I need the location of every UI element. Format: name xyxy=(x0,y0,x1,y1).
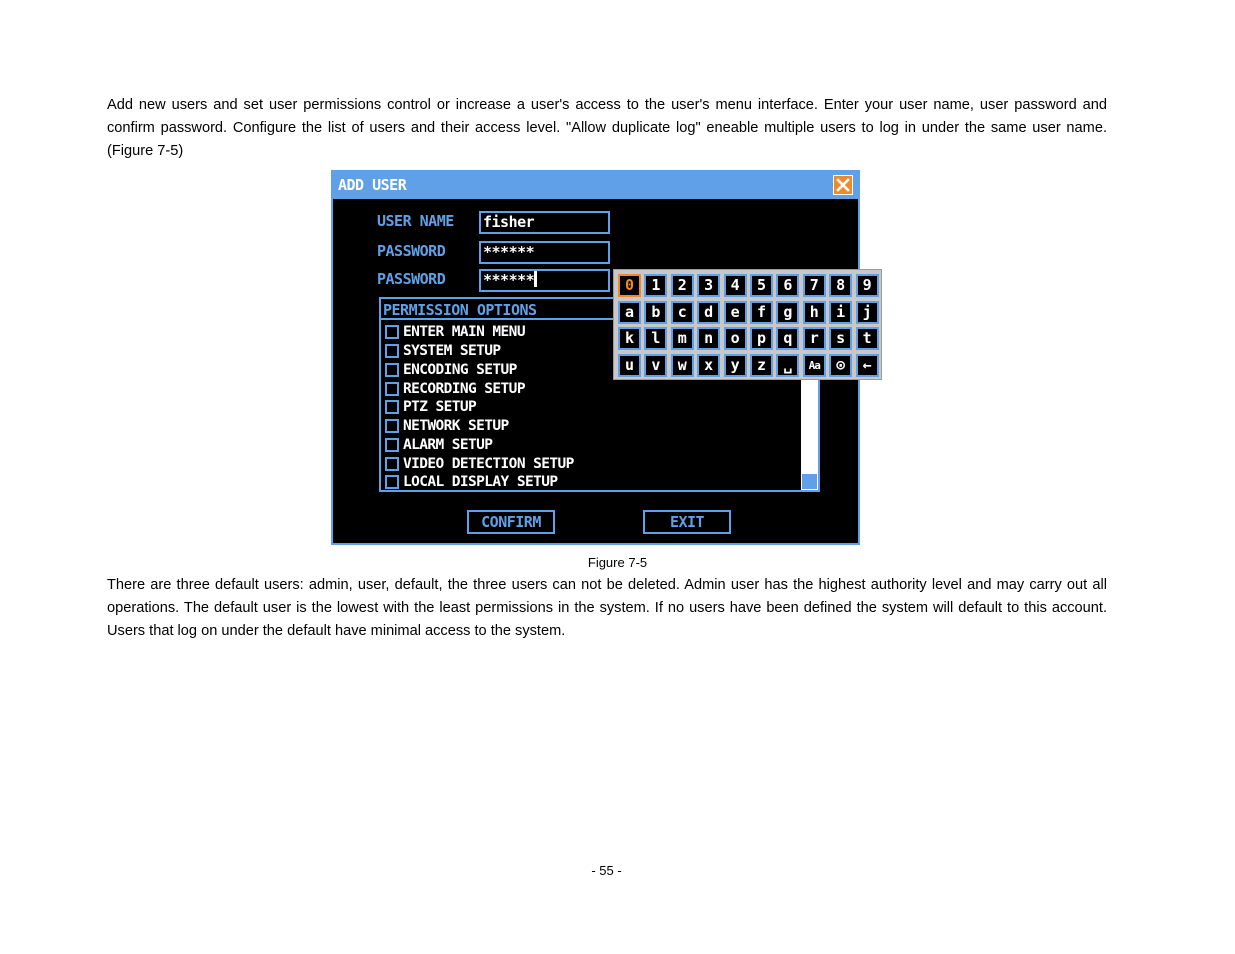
key-3[interactable]: 3 xyxy=(697,274,720,297)
password-input[interactable]: ****** xyxy=(479,241,610,264)
permission-label: RECORDING SETUP xyxy=(403,381,525,397)
key-30[interactable]: u xyxy=(618,354,641,377)
permission-label: ENTER MAIN MENU xyxy=(403,324,525,340)
user-name-label: USER NAME xyxy=(377,212,454,230)
key-37[interactable]: Aa xyxy=(803,354,826,377)
virtual-keyboard xyxy=(613,269,882,380)
permission-item[interactable] xyxy=(385,436,492,454)
checkbox[interactable] xyxy=(385,475,399,489)
permission-label: SYSTEM SETUP xyxy=(403,343,501,359)
scroll-thumb[interactable] xyxy=(802,474,817,489)
key-20[interactable]: k xyxy=(618,327,641,350)
key-8[interactable]: 8 xyxy=(829,274,852,297)
user-name-input[interactable]: fisher xyxy=(479,211,610,234)
key-16[interactable]: g xyxy=(776,301,799,324)
key-9[interactable]: 9 xyxy=(856,274,879,297)
key-10[interactable]: a xyxy=(618,301,641,324)
checkbox[interactable] xyxy=(385,325,399,339)
key-12[interactable]: c xyxy=(671,301,694,324)
key-1[interactable]: 1 xyxy=(644,274,667,297)
confirm-button[interactable]: CONFIRM xyxy=(467,510,555,534)
key-19[interactable]: j xyxy=(856,301,879,324)
checkbox[interactable] xyxy=(385,419,399,433)
checkbox[interactable] xyxy=(385,438,399,452)
checkbox[interactable] xyxy=(385,400,399,414)
key-21[interactable]: l xyxy=(644,327,667,350)
confirm-password-label: PASSWORD xyxy=(377,270,446,288)
page-number: - 55 - xyxy=(591,863,622,878)
permission-label: VIDEO DETECTION SETUP xyxy=(403,456,574,472)
checkbox[interactable] xyxy=(385,382,399,396)
key-32[interactable]: w xyxy=(671,354,694,377)
key-6[interactable]: 6 xyxy=(776,274,799,297)
permission-label: ENCODING SETUP xyxy=(403,362,517,378)
key-13[interactable]: d xyxy=(697,301,720,324)
key-31[interactable]: v xyxy=(644,354,667,377)
key-7[interactable]: 7 xyxy=(803,274,826,297)
key-0[interactable]: 0 xyxy=(618,274,641,297)
key-11[interactable]: b xyxy=(644,301,667,324)
key-26[interactable]: q xyxy=(776,327,799,350)
key-33[interactable]: x xyxy=(697,354,720,377)
key-34[interactable]: y xyxy=(724,354,747,377)
checkbox[interactable] xyxy=(385,457,399,471)
dialog-titlebar xyxy=(333,172,858,199)
close-icon xyxy=(836,178,850,192)
key-25[interactable]: p xyxy=(750,327,773,350)
permission-item[interactable] xyxy=(385,417,509,435)
key-23[interactable]: n xyxy=(697,327,720,350)
key-17[interactable]: h xyxy=(803,301,826,324)
figure-caption: Figure 7-5 xyxy=(587,555,648,570)
permission-item[interactable] xyxy=(385,342,501,360)
exit-button[interactable]: EXIT xyxy=(643,510,731,534)
key-4[interactable]: 4 xyxy=(724,274,747,297)
confirm-password-value: ****** xyxy=(483,271,535,289)
key-27[interactable]: r xyxy=(803,327,826,350)
key-5[interactable]: 5 xyxy=(750,274,773,297)
permission-item[interactable] xyxy=(385,455,574,473)
key-29[interactable]: t xyxy=(856,327,879,350)
outro-paragraph: There are three default users: admin, user, default, the three users can not be deleted. Admin user has the highest authority level and may carry out all operations. The default user is the lowest with the least permissions in the system. If no users have been defined the system will default to this account. Users that log on under the default have minimal access to the system. xyxy=(107,577,1107,639)
permission-label: LOCAL DISPLAY SETUP xyxy=(403,474,558,490)
checkbox[interactable] xyxy=(385,363,399,377)
key-38[interactable]: ⊙ xyxy=(829,354,852,377)
key-24[interactable]: o xyxy=(724,327,747,350)
key-28[interactable]: s xyxy=(829,327,852,350)
permission-item[interactable] xyxy=(385,473,557,491)
key-36[interactable]: ␣ xyxy=(776,354,799,377)
permission-title: PERMISSION OPTIONS xyxy=(383,301,537,319)
text-cursor xyxy=(534,271,537,287)
confirm-password-input[interactable] xyxy=(479,269,610,292)
permission-item[interactable] xyxy=(385,380,525,398)
key-2[interactable]: 2 xyxy=(671,274,694,297)
checkbox[interactable] xyxy=(385,344,399,358)
intro-paragraph: Add new users and set user permissions control or increase a user's access to the user's menu interface. Enter your user name, user password and confirm password. Configure the list of users and their access level. "Allow duplicate log" eneable multiple users to log in under the same user name. (Figure 7-5) xyxy=(107,97,1107,159)
permission-label: NETWORK SETUP xyxy=(403,418,509,434)
key-22[interactable]: m xyxy=(671,327,694,350)
key-15[interactable]: f xyxy=(750,301,773,324)
permission-item[interactable] xyxy=(385,398,476,416)
key-35[interactable]: z xyxy=(750,354,773,377)
permission-label: ALARM SETUP xyxy=(403,437,493,453)
close-button[interactable] xyxy=(833,175,853,195)
dialog-title: ADD USER xyxy=(338,176,407,194)
permission-item[interactable] xyxy=(385,323,525,341)
key-18[interactable]: i xyxy=(829,301,852,324)
permission-label: PTZ SETUP xyxy=(403,399,477,415)
password-label: PASSWORD xyxy=(377,242,446,260)
permission-item[interactable] xyxy=(385,361,517,379)
key-39[interactable]: ← xyxy=(856,354,879,377)
add-user-dialog xyxy=(331,170,872,545)
key-14[interactable]: e xyxy=(724,301,747,324)
